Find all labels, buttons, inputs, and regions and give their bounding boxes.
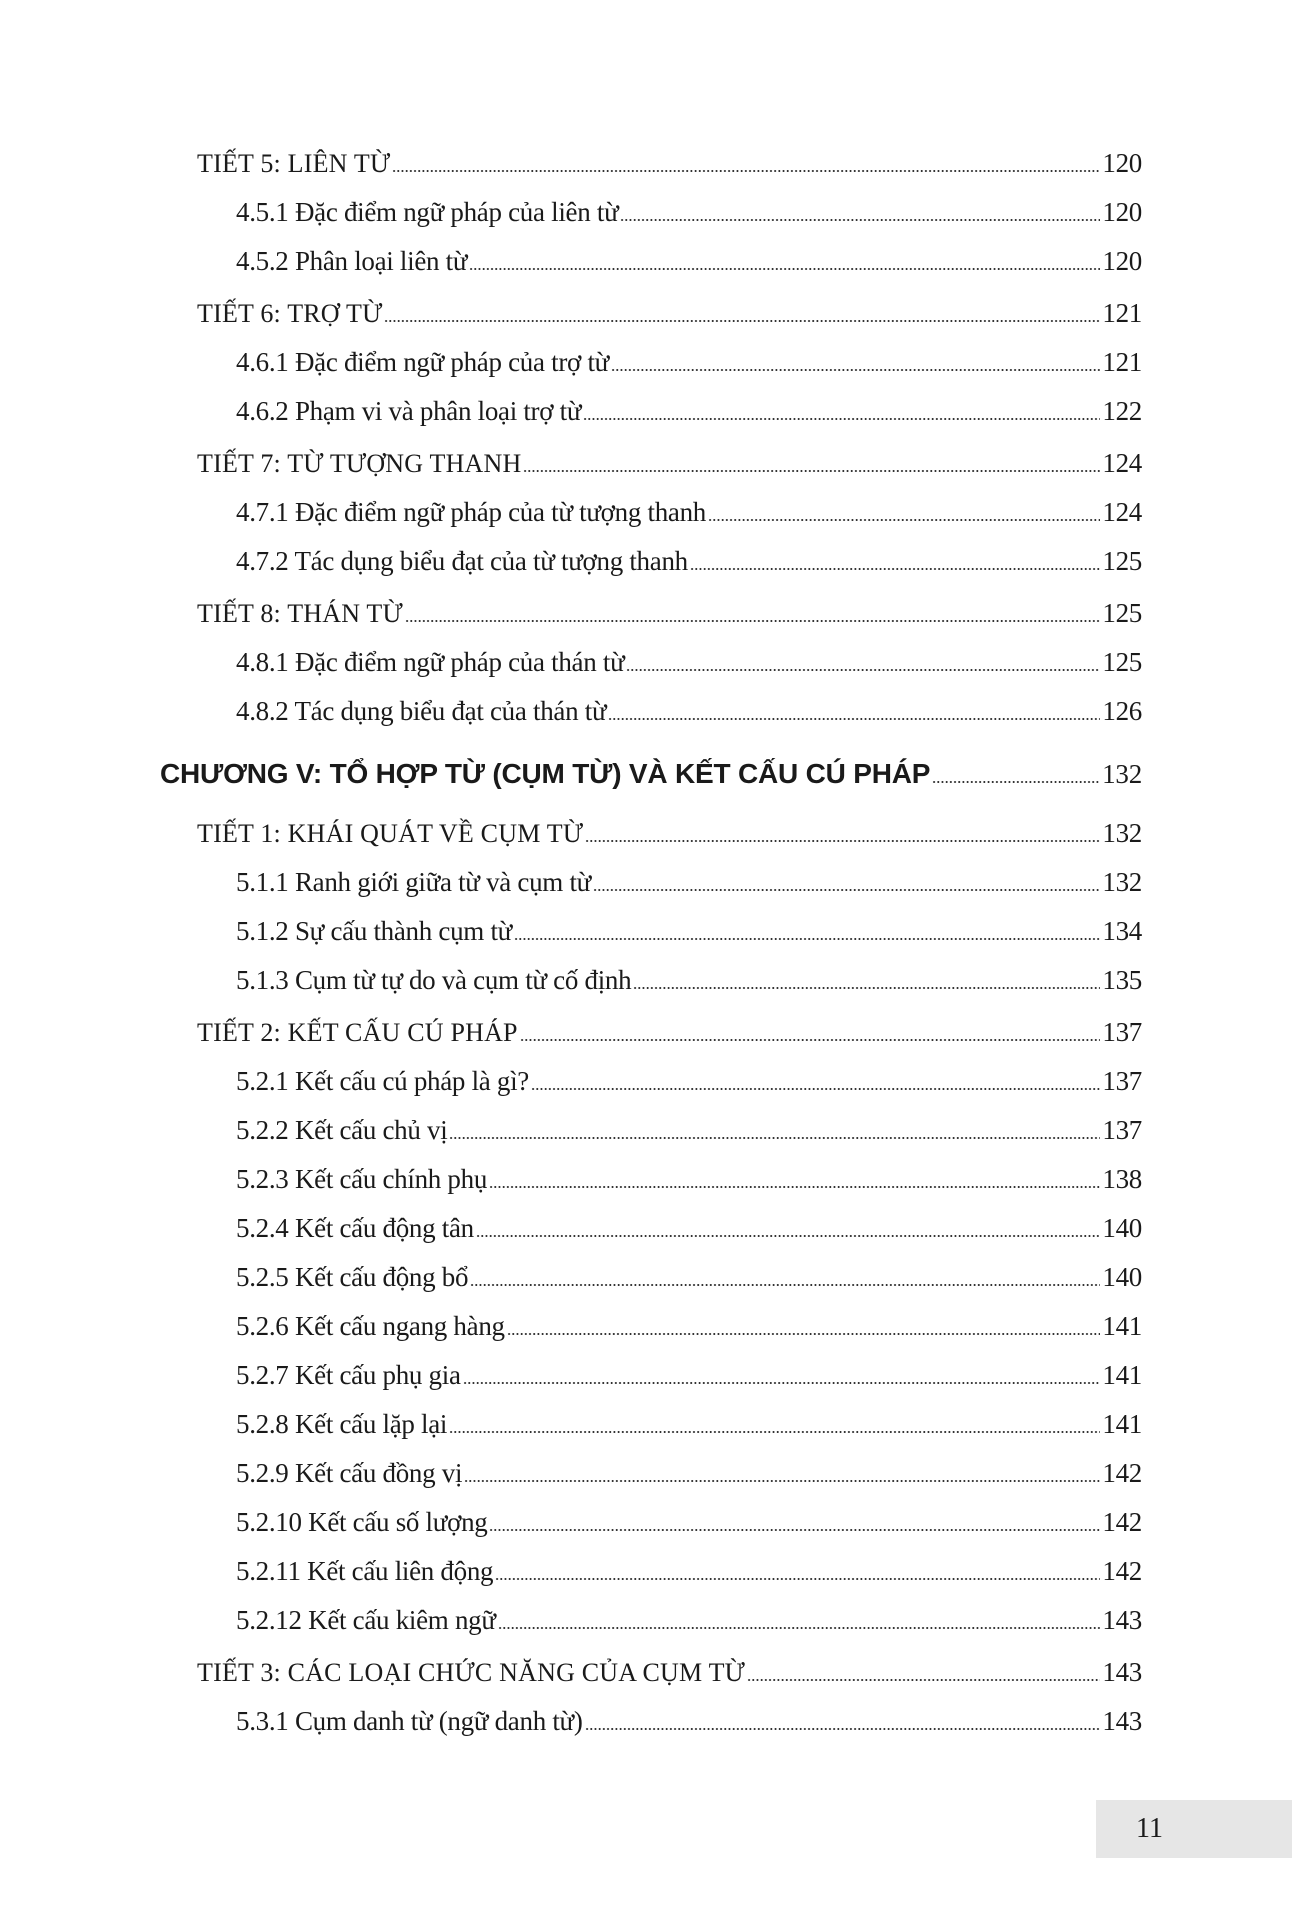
- toc-entry-page: 143: [1102, 1706, 1142, 1736]
- dot-leader: [633, 987, 1100, 989]
- toc-entry-page: 142: [1102, 1507, 1142, 1537]
- dot-leader: [747, 1679, 1100, 1681]
- toc-entry-label: TIẾT 6: TRỢ TỪ: [197, 299, 383, 328]
- dot-leader: [449, 1137, 1100, 1139]
- toc-item: [236, 396, 1142, 427]
- dot-leader: [520, 1039, 1101, 1041]
- toc-entry-page: 134: [1102, 916, 1142, 946]
- toc-item: [236, 867, 1142, 898]
- toc-entry-label: TIẾT 5: LIÊN TỪ: [197, 149, 391, 178]
- toc-section: [197, 598, 1142, 629]
- dot-leader: [489, 1529, 1100, 1531]
- toc-entry-page: 137: [1102, 1017, 1142, 1047]
- toc-entry-label: 4.6.2 Phạm vi và phân loại trợ từ: [236, 396, 582, 426]
- toc-entry-label: 5.2.9 Kết cấu đồng vị: [236, 1458, 463, 1488]
- page-number-box: [1096, 1800, 1292, 1858]
- toc-item: [236, 546, 1142, 577]
- toc-item: [236, 1213, 1142, 1244]
- toc-entry-label: 5.1.2 Sự cấu thành cụm từ: [236, 916, 512, 946]
- dot-leader: [708, 519, 1100, 521]
- toc-entry-label: 4.8.1 Đặc điểm ngữ pháp của thán từ: [236, 647, 625, 677]
- dot-leader: [495, 1578, 1100, 1580]
- toc-entry-label: TIẾT 8: THÁN TỪ: [197, 599, 403, 628]
- toc-entry-page: 141: [1102, 1360, 1142, 1390]
- toc-item: [236, 696, 1142, 727]
- dot-leader: [449, 1431, 1100, 1433]
- toc-entry-label: 5.3.1 Cụm danh từ (ngữ danh từ): [236, 1706, 583, 1736]
- dot-leader: [593, 889, 1100, 891]
- toc-entry-label: 4.5.2 Phân loại liên từ: [236, 246, 468, 276]
- toc-entry-label: 4.8.2 Tác dụng biểu đạt của thán từ: [236, 696, 607, 726]
- toc-entry-page: 125: [1102, 546, 1142, 576]
- toc-item: [236, 1409, 1142, 1440]
- toc-entry-label: 5.2.1 Kết cấu cú pháp là gì?: [236, 1066, 529, 1096]
- toc-item: [236, 1066, 1142, 1097]
- dot-leader: [611, 369, 1100, 371]
- dot-leader: [531, 1088, 1100, 1090]
- dot-leader: [489, 1186, 1100, 1188]
- dot-leader: [384, 320, 1100, 322]
- toc-item: [236, 1311, 1142, 1342]
- toc-chapter: [160, 758, 1142, 790]
- dot-leader: [608, 718, 1100, 720]
- toc-section: [197, 298, 1142, 329]
- toc-entry-label: 4.6.1 Đặc điểm ngữ pháp của trợ từ: [236, 347, 609, 377]
- toc-entry-page: 126: [1102, 696, 1142, 726]
- toc-entry-label: TIẾT 2: KẾT CẤU CÚ PHÁP: [197, 1018, 518, 1047]
- toc-entry-page: 143: [1102, 1657, 1142, 1687]
- toc-entry-page: 122: [1102, 396, 1142, 426]
- toc-section: [197, 818, 1142, 849]
- dot-leader: [469, 268, 1100, 270]
- toc-entry-page: 120: [1102, 148, 1142, 178]
- dot-leader: [463, 1382, 1101, 1384]
- dot-leader: [620, 219, 1100, 221]
- toc-entry-page: 142: [1102, 1458, 1142, 1488]
- dot-leader: [514, 938, 1100, 940]
- toc-item: [236, 1556, 1142, 1587]
- toc-item: [236, 246, 1142, 277]
- toc-item: [236, 497, 1142, 528]
- toc-entry-label: 5.2.4 Kết cấu động tân: [236, 1213, 474, 1243]
- dot-leader: [585, 840, 1100, 842]
- toc-item: [236, 1115, 1142, 1146]
- toc-entry-page: 132: [1102, 759, 1142, 789]
- toc-item: [236, 1706, 1142, 1737]
- toc-entry-page: 137: [1102, 1066, 1142, 1096]
- toc-entry-page: 120: [1102, 246, 1142, 276]
- toc-item: [236, 1164, 1142, 1195]
- toc-entry-page: 143: [1102, 1605, 1142, 1635]
- toc-entry-page: 135: [1102, 965, 1142, 995]
- dot-leader: [476, 1235, 1101, 1237]
- page-number: 11: [1136, 1813, 1163, 1844]
- toc-entry-label: 5.2.8 Kết cấu lặp lại: [236, 1409, 448, 1439]
- toc-entry-label: 4.7.2 Tác dụng biểu đạt của từ tượng thanh: [236, 546, 688, 576]
- toc-entry-label: 4.7.1 Đặc điểm ngữ pháp của từ tượng thanh: [236, 497, 706, 527]
- toc-item: [236, 965, 1142, 996]
- toc-entry-page: 132: [1102, 818, 1142, 848]
- toc-entry-page: 137: [1102, 1115, 1142, 1145]
- toc-section: [197, 1017, 1142, 1048]
- toc-entry-label: TIẾT 7: TỪ TƯỢNG THANH: [197, 449, 522, 478]
- toc-entry-label: 5.2.2 Kết cấu chủ vị: [236, 1115, 448, 1145]
- toc-entry-label: 4.5.1 Đặc điểm ngữ pháp của liên từ: [236, 197, 619, 227]
- toc-entry-label: 5.2.3 Kết cấu chính phụ: [236, 1164, 488, 1194]
- toc-entry-label: 5.1.1 Ranh giới giữa từ và cụm từ: [236, 867, 591, 897]
- toc-entry-label: 5.2.7 Kết cấu phụ gia: [236, 1360, 461, 1390]
- toc-entry-page: 141: [1102, 1409, 1142, 1439]
- toc-entry-page: 132: [1102, 867, 1142, 897]
- toc-item: [236, 647, 1142, 678]
- toc-entry-page: 142: [1102, 1556, 1142, 1586]
- toc-entry-label: 5.2.12 Kết cấu kiêm ngữ: [236, 1605, 496, 1635]
- toc-entry-label: CHƯƠNG V: TỔ HỢP TỪ (CỤM TỪ) VÀ KẾT CẤU CÚ PHÁP: [160, 758, 931, 789]
- toc-item: [236, 197, 1142, 228]
- toc-entry-page: 140: [1102, 1262, 1142, 1292]
- toc-section: [197, 448, 1142, 479]
- dot-leader: [470, 1284, 1100, 1286]
- toc-entry-page: 138: [1102, 1164, 1142, 1194]
- dot-leader: [585, 1728, 1101, 1730]
- toc-item: [236, 1507, 1142, 1538]
- toc-entry-page: 121: [1102, 347, 1142, 377]
- dot-leader: [690, 568, 1101, 570]
- toc-entry-page: 121: [1102, 298, 1142, 328]
- dot-leader: [932, 781, 1100, 783]
- toc-item: [236, 347, 1142, 378]
- toc-entry-label: TIẾT 3: CÁC LOẠI CHỨC NĂNG CỦA CỤM TỪ: [197, 1658, 746, 1687]
- dot-leader: [498, 1627, 1101, 1629]
- toc-entry-label: 5.2.5 Kết cấu động bổ: [236, 1262, 469, 1292]
- toc-item: [236, 1360, 1142, 1391]
- dot-leader: [583, 418, 1100, 420]
- toc-entry-page: 120: [1102, 197, 1142, 227]
- dot-leader: [507, 1333, 1101, 1335]
- toc-entry-label: TIẾT 1: KHÁI QUÁT VỀ CỤM TỪ: [197, 819, 584, 848]
- toc-section: [197, 1657, 1142, 1688]
- toc-entry-page: 140: [1102, 1213, 1142, 1243]
- toc-entry-page: 124: [1102, 448, 1142, 478]
- dot-leader: [626, 669, 1100, 671]
- toc-entry-page: 141: [1102, 1311, 1142, 1341]
- dot-leader: [405, 620, 1101, 622]
- toc-entry-page: 124: [1102, 497, 1142, 527]
- toc-entry-label: 5.1.3 Cụm từ tự do và cụm từ cố định: [236, 965, 632, 995]
- toc-entry-label: 5.2.11 Kết cấu liên động: [236, 1556, 494, 1586]
- toc-entry-page: 125: [1102, 598, 1142, 628]
- toc-item: [236, 1458, 1142, 1489]
- dot-leader: [464, 1480, 1100, 1482]
- toc-entry-label: 5.2.10 Kết cấu số lượng: [236, 1507, 488, 1537]
- toc-section: [197, 148, 1142, 179]
- dot-leader: [523, 470, 1100, 472]
- dot-leader: [392, 170, 1100, 172]
- toc-entry-label: 5.2.6 Kết cấu ngang hàng: [236, 1311, 505, 1341]
- toc-item: [236, 1262, 1142, 1293]
- toc-entry-page: 125: [1102, 647, 1142, 677]
- toc-item: [236, 1605, 1142, 1636]
- toc-item: [236, 916, 1142, 947]
